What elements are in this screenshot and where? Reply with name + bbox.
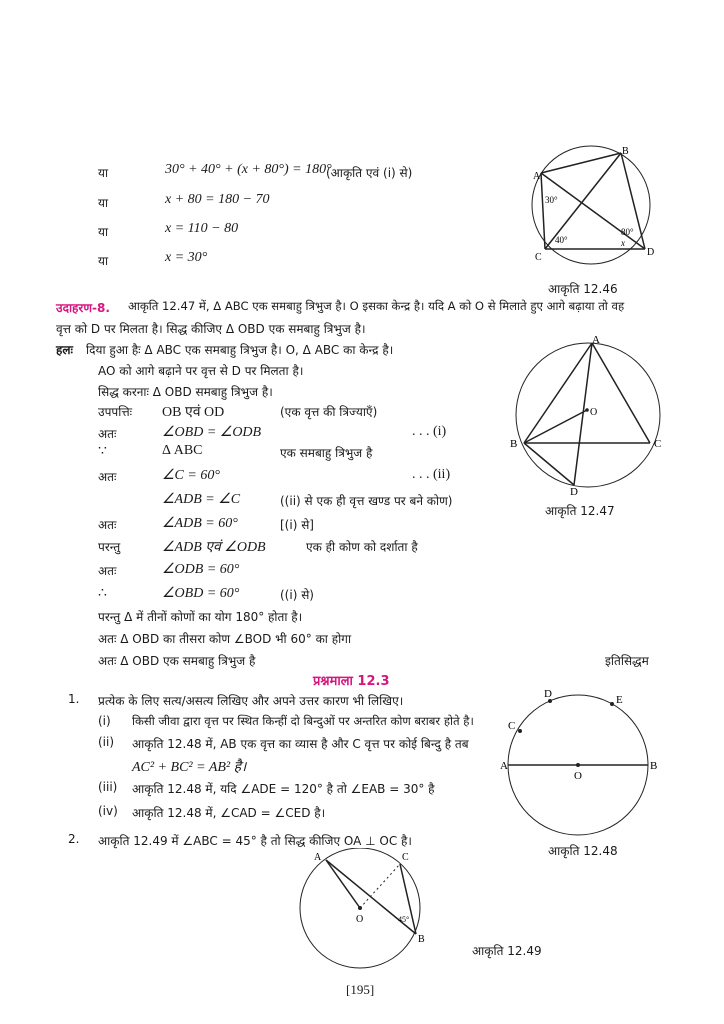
fig46-angle-x: x bbox=[621, 238, 625, 248]
ya-label-2: या bbox=[98, 196, 109, 210]
proof-row-6-mid: ∠ADB एवं ∠ODB bbox=[162, 540, 266, 555]
ya-label-4: या bbox=[98, 254, 109, 268]
ya-label-1: या bbox=[98, 166, 109, 180]
q1-number: 1. bbox=[68, 692, 80, 706]
proof-row-3-mid: ∠C = 60° bbox=[162, 468, 220, 483]
proof-row-0-mid: OB एवं OD bbox=[162, 405, 225, 420]
proof-row-4-right: ((ii) से एक ही वृत्त खण्ड पर बने कोण) bbox=[280, 494, 453, 508]
fig46-label-a: A bbox=[533, 171, 541, 182]
fig46-label-b: B bbox=[622, 146, 629, 157]
figure-12-49 bbox=[298, 848, 438, 973]
figure-12-46-caption: आकृति 12.46 bbox=[548, 282, 618, 296]
qed-label: इतिसिद्धम bbox=[605, 654, 649, 668]
ya-label-3: या bbox=[98, 225, 109, 239]
fig46-angle-40: 40° bbox=[555, 235, 568, 245]
exercise-title: प्रश्नमाला 12.3 bbox=[313, 674, 390, 689]
figure-12-48-caption: आकृति 12.48 bbox=[548, 844, 618, 858]
fig46-angle-30: 30° bbox=[545, 195, 558, 205]
proof-row-8-left: ∴ bbox=[98, 586, 107, 601]
q1-part-i-text: किसी जीवा द्वारा वृत्त पर स्थित किन्हीं दो बिन्दुओं पर अन्तरित कोण बराबर होते है। bbox=[132, 714, 474, 728]
q2-text: आकृति 12.49 में ∠ABC = 45° है तो सिद्ध कीजिए OA ⊥ OC है। bbox=[98, 834, 412, 848]
proof-row-2-mid: Δ ABC bbox=[162, 443, 203, 458]
fig49-label-a: A bbox=[314, 852, 322, 863]
q1-part-iv-num: (iv) bbox=[98, 804, 118, 818]
fig46-angle-80: 80° bbox=[621, 227, 634, 237]
page-number: [195] bbox=[346, 982, 375, 997]
conclusion-line: अतः Δ OBD एक समबाहु त्रिभुज है bbox=[98, 654, 256, 668]
figure-12-48 bbox=[500, 685, 680, 840]
proof-row-0-left: उपपत्तिः bbox=[98, 405, 133, 419]
fig47-label-a: A bbox=[592, 335, 600, 346]
equation-1: 30° + 40° + (x + 80°) = 180° bbox=[165, 162, 332, 177]
equation-4: x = 30° bbox=[165, 250, 208, 265]
proof-row-5-right: [(i) से] bbox=[280, 518, 314, 532]
angle-sum-line: परन्तु Δ में तीनों कोणों का योग 180° होता है। bbox=[98, 610, 303, 624]
fig48-label-o: O bbox=[574, 770, 582, 782]
to-prove-line: सिद्ध करनाः Δ OBD समबाहु त्रिभुज है। bbox=[98, 385, 273, 399]
fig49-label-c: C bbox=[402, 852, 409, 863]
q1-part-iii-text: आकृति 12.48 में, यदि ∠ADE = 120° है तो ∠EAB = 30° है bbox=[132, 782, 435, 796]
extend-line: AO को आगे बढ़ाने पर वृत्त से D पर मिलता है। bbox=[98, 364, 304, 378]
fig48-label-a: A bbox=[500, 760, 508, 772]
example-8-heading: उदाहरण-8. bbox=[56, 301, 110, 315]
proof-row-0-right: (एक वृत्त की त्रिज्याएँ) bbox=[280, 405, 378, 419]
proof-row-3-ref: . . . (ii) bbox=[412, 467, 451, 482]
q1-part-ii-text: आकृति 12.48 में, AB एक वृत्त का व्यास है और C वृत्त पर कोई बिन्दु है तब bbox=[132, 737, 469, 751]
proof-row-1-mid: ∠OBD = ∠ODB bbox=[162, 425, 262, 440]
third-angle-line: अतः Δ OBD का तीसरा कोण ∠BOD भी 60° का होगा bbox=[98, 632, 352, 646]
proof-row-8-right: ((i) से) bbox=[280, 588, 314, 602]
fig46-label-d: D bbox=[647, 247, 655, 258]
fig47-label-o: O bbox=[590, 407, 598, 418]
q2-number: 2. bbox=[68, 832, 80, 846]
equation-2: x + 80 = 180 − 70 bbox=[165, 192, 270, 207]
proof-row-5-mid: ∠ADB = 60° bbox=[162, 516, 238, 531]
fig48-label-d: D bbox=[544, 688, 552, 700]
fig48-label-b: B bbox=[650, 760, 658, 772]
proof-row-7-mid: ∠ODB = 60° bbox=[162, 562, 240, 577]
given-line: दिया हुआ हैः Δ ABC एक समबाहु त्रिभुज है। O, Δ ABC का केन्द्र है। bbox=[86, 343, 394, 357]
example-8-text-2: वृत्त को D पर मिलता है। सिद्ध कीजिए Δ OBD एक समबाहु त्रिभुज है। bbox=[56, 322, 366, 336]
proof-row-8-mid: ∠OBD = 60° bbox=[162, 586, 240, 601]
fig47-label-c: C bbox=[654, 438, 662, 450]
example-8-text-1: आकृति 12.47 में, Δ ABC एक समबाहु त्रिभुज है। O इसका केन्द्र है। यदि A को O से मिलाते हुए आगे बढ़ाया तो वह bbox=[128, 299, 625, 313]
solution-label: हलः bbox=[56, 343, 73, 357]
q1-part-ii-formula: AC² + BC² = AB² है। bbox=[132, 760, 247, 775]
proof-row-2-right: एक समबाहु त्रिभुज है bbox=[280, 446, 373, 460]
proof-row-3-left: अतः bbox=[98, 470, 117, 484]
q1-text: प्रत्येक के लिए सत्य/असत्य लिखिए और अपने उत्तर कारण भी लिखिए। bbox=[98, 694, 404, 708]
figure-12-47 bbox=[508, 335, 668, 495]
proof-row-7-left: अतः bbox=[98, 564, 117, 578]
proof-row-6-right: एक ही कोण को दर्शाता है bbox=[306, 540, 418, 554]
proof-row-1-ref: . . . (i) bbox=[412, 424, 447, 439]
equation-1-note: (आकृति एवं (i) से) bbox=[326, 166, 413, 180]
fig49-label-o: O bbox=[356, 914, 364, 925]
proof-row-5-left: अतः bbox=[98, 518, 117, 532]
equation-3: x = 110 − 80 bbox=[165, 221, 239, 236]
proof-row-6-left: परन्तु bbox=[98, 540, 121, 554]
figure-12-49-caption: आकृति 12.49 bbox=[472, 944, 542, 958]
figure-12-47-caption: आकृति 12.47 bbox=[545, 504, 615, 518]
proof-row-4-mid: ∠ADB = ∠C bbox=[162, 492, 241, 507]
fig49-angle-45: 45° bbox=[398, 915, 410, 924]
proof-row-1-left: अतः bbox=[98, 427, 117, 441]
q1-part-iii-num: (iii) bbox=[98, 780, 118, 794]
q1-part-i-num: (i) bbox=[98, 714, 111, 728]
fig46-label-c: C bbox=[535, 252, 542, 263]
fig47-label-d: D bbox=[570, 486, 578, 495]
fig48-label-e: E bbox=[616, 694, 623, 706]
proof-row-2-left: ∵ bbox=[98, 444, 107, 459]
fig48-label-c: C bbox=[508, 720, 516, 732]
q1-part-ii-num: (ii) bbox=[98, 735, 115, 749]
q1-part-iv-text: आकृति 12.48 में, ∠CAD = ∠CED है। bbox=[132, 806, 326, 820]
fig49-label-b: B bbox=[418, 934, 425, 945]
figure-12-46 bbox=[525, 145, 665, 270]
fig47-label-b: B bbox=[510, 438, 518, 450]
